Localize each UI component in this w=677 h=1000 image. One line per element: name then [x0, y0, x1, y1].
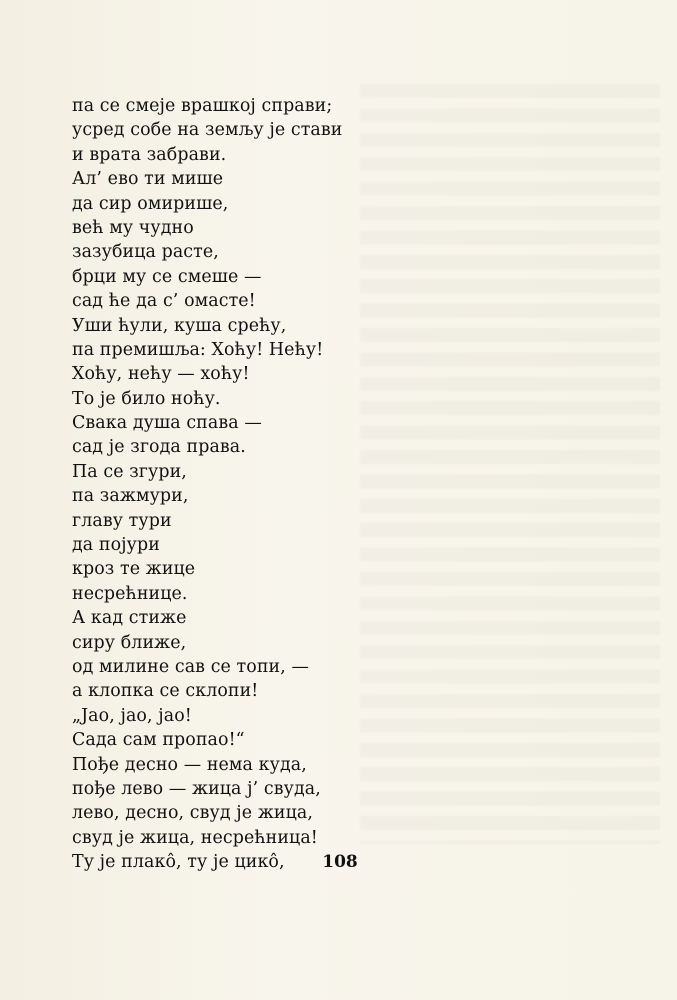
verse-line: да појури [72, 535, 160, 556]
verse-line: Уши ћули, куша срећу, [72, 315, 287, 336]
verse-line: усред собе на земљу је стави [72, 120, 343, 141]
verse-line: пође лево — жица ј’ свуда, [72, 778, 321, 799]
verse-line: Па се згури, [72, 461, 187, 482]
verse-line: кроз те жице [72, 559, 196, 580]
verse-line: несрећнице. [72, 583, 188, 604]
verse-line: већ му чудно [72, 217, 194, 238]
verse-line: брци му се смеше — [72, 266, 262, 287]
bleed-through-texture [360, 84, 660, 844]
verse-line: свуд је жица, несрећница! [72, 827, 318, 848]
verse-line: Ал’ ево ти мише [72, 169, 224, 190]
page-number: 108 [322, 852, 358, 872]
verse-line: зазубица расте, [72, 242, 219, 263]
verse-line: А кад стиже [72, 608, 187, 629]
verse-line: па премишља: Хоћу! Нећу! [72, 339, 324, 360]
verse-line: Сада сам пропао!“ [72, 730, 245, 751]
verse-line: сад је згода права. [72, 437, 246, 458]
verse-line: а клопка се склопи! [72, 681, 259, 702]
verse-line: сиру ближе, [72, 632, 187, 653]
verse-line: Пође десно — нема куда, [72, 754, 307, 775]
verse-line: Свака душа спава — [72, 413, 262, 434]
verse-line: сад ће да с’ омасте! [72, 291, 256, 312]
verse-line: лево, десно, свуд је жица, [72, 803, 313, 824]
verse-line: Ту је плакô, ту је цикô, [72, 852, 285, 873]
verse-line: па се смеје врашкој справи; [72, 96, 333, 116]
verse-line: главу тури [72, 510, 172, 531]
verse-line: и врата забрави. [72, 144, 227, 165]
verse-line: То је било ноћу. [72, 388, 221, 409]
verse-line: да сир омирише, [72, 193, 229, 214]
verse-line: Хоћу, нећу — хоћу! [72, 364, 250, 385]
verse-line: „Јао, јао, јао! [72, 705, 192, 726]
poem-verse [72, 94, 372, 875]
verse-line: па зажмури, [72, 486, 189, 507]
verse-line: од милине сав се топи, — [72, 656, 309, 677]
